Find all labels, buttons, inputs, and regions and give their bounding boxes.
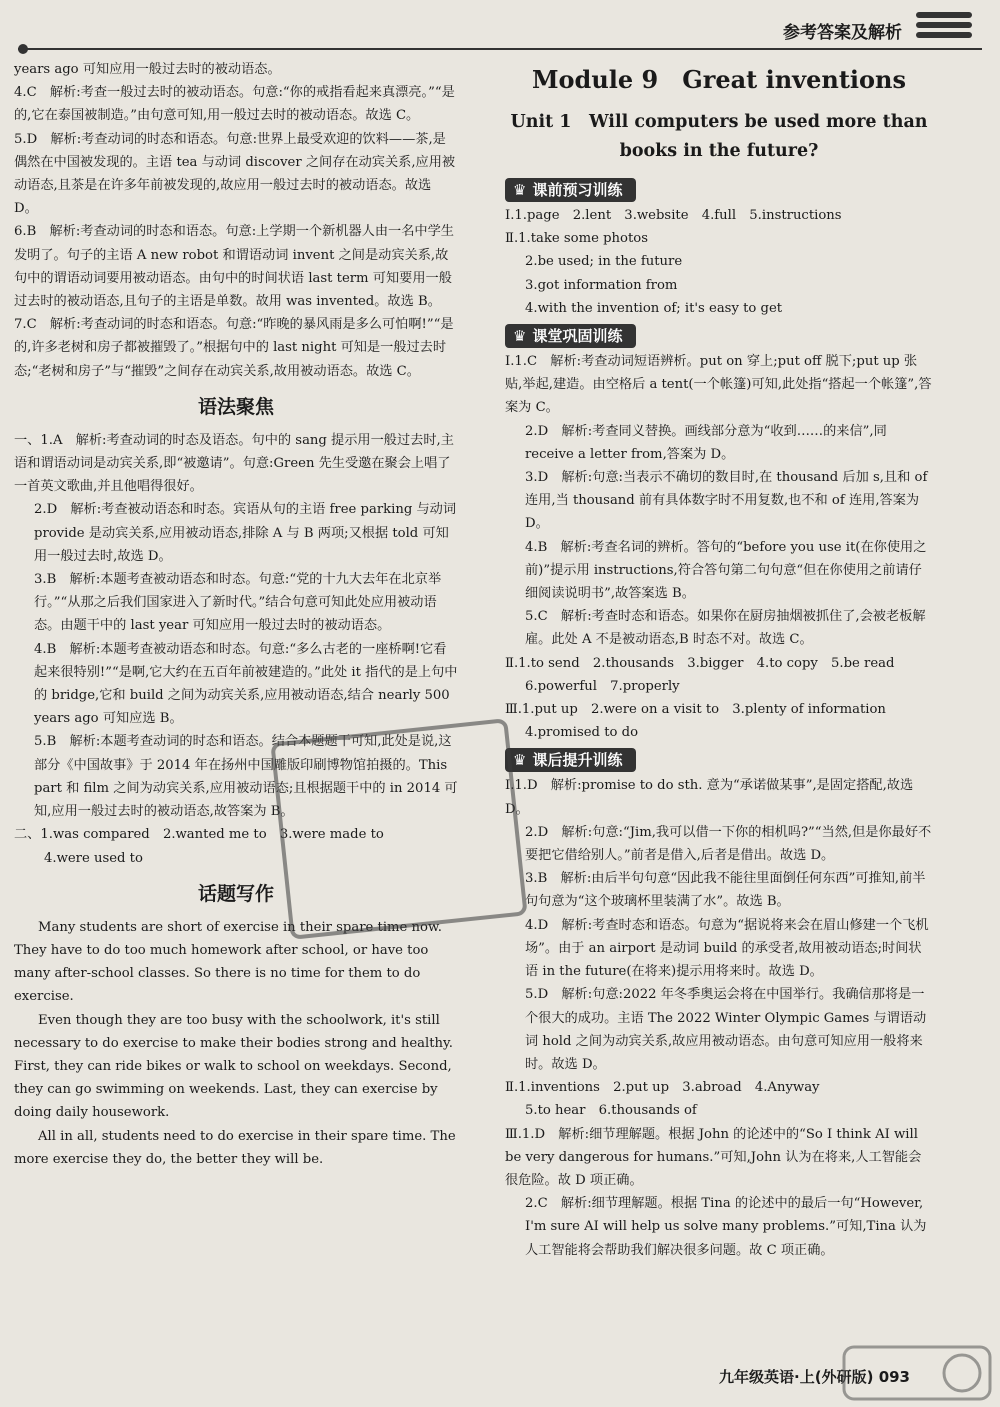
answer-item: 2.D 解析:句意:“Jim,我可以借一下你的相机吗?”“当然,但是你最好不要把它借给别人。”前者是借入,后者是借出。故选 D。	[525, 824, 932, 864]
answer-item: 6.B 解析:考查动词的时态和语态。句意:上学期一个新机器人由一名中学生发明了。句子的主语 A new robot 和谓语动词 invent 之间是动宾关系,故句中的谓语动词要用被动语态。由句中的时间状语 last term 可知要用一般过去时的被动语态,且句子的主语是单数。故用 was invented。故选 B。	[14, 224, 454, 310]
essay-paragraph: All in all, students need to do exercise in their spare time. The more exercise they do, the better they will be.	[14, 1128, 456, 1167]
answer-item: 5.D 解析:句意:2022 年冬季奥运会将在中国举行。我确信那将是一个很大的成功。主语 The 2022 Winter Olympic Games 与谓语动词 hold 之间为动宾关系,故应用被动语态。由句意可知应用一般将来时。故选 D。	[525, 987, 927, 1072]
module-title: Module 9 Great inventions	[531, 65, 907, 94]
section-badge	[505, 324, 636, 348]
answer-item: 一、1.A 解析:考查动词的时态及语态。句中的 sang 提示用一般过去时,主语和谓语动词是动宾关系,即“被邀请”。句意:Green 先生受邀在聚会上唱了一首英文歌曲,并且他唱得很好。	[14, 432, 454, 495]
answer-line: 5.to hear 6.thousands of	[525, 1103, 697, 1119]
writing-heading: 话题写作	[197, 882, 274, 905]
answer-line: Ⅱ.1.inventions 2.put up 3.abroad 4.Anyway	[505, 1080, 820, 1096]
answer-item: 7.C 解析:考查动词的时态和语态。句意:“昨晚的暴风雨是多么可怕啊!”“是的,许多老树和房子都被摧毁了。”根据句中的 last night 可知是一般过去时态;“老树和房子”与“摧毁”之间存在动宾关系,故用被动语态。故选 C。	[14, 317, 454, 379]
section-badge	[505, 178, 636, 202]
answer-item: 5.C 解析:考查时态和语态。如果你在厨房抽烟被抓住了,会被老板解雇。此处 A 不是被动语态,B 时态不对。故选 C。	[525, 609, 926, 648]
site-watermark-icon	[842, 1343, 992, 1403]
grammar-heading: 语法聚焦	[197, 395, 274, 418]
answer-line: Ⅱ.1.take some photos	[505, 231, 648, 247]
stamp-watermark	[270, 718, 527, 940]
unit-title: Unit 1 Will computers be used more than books in the future?	[510, 112, 928, 161]
answer-line: 4.promised to do	[525, 725, 639, 741]
badge-label: 课前预习训练	[532, 181, 623, 199]
answer-item: 3.B 解析:由后半句句意“因此我不能往里面倒任何东西”可推知,前半句句意为“这个玻璃杯里装满了水”。故选 B。	[525, 871, 926, 910]
answer-item: 2.D 解析:考查同义替换。画线部分意为“收到……的来信”,同 receive a letter from,答案为 D。	[525, 423, 887, 462]
answer-line: 6.powerful 7.properly	[525, 678, 680, 694]
answer-item: 3.B 解析:本题考查被动语态和时态。句意:“党的十九大去年在北京举行。”“从那之后我们国家进入了新时代。”结合句意可知此处应用被动语态。由题干中的 last year 可知应用一般过去时的被动语态。	[34, 572, 442, 634]
header-dot	[18, 44, 28, 54]
left-column	[14, 58, 458, 1171]
answer-line: Ⅰ.1.page 2.lent 3.website 4.full 5.instructions	[505, 208, 842, 223]
answer-item: 2.D 解析:考查被动语态和时态。宾语从句的主语 free parking 与动词 provide 是动宾关系,应用被动语态,排除 A 与 B 两项;又根据 told 可知用一般过去时,故选 D。	[34, 502, 457, 564]
answer-item: 5.B 解析:本题考查动词的时态和语态。结合本题题干可知,此处是说,这部分《中国故事》于 2014 年在扬州中国雕版印刷博物馆拍摄的。This part 和 film 之间为动宾关系,应用被动语态;且根据题干中的 in 2014 可知,应用一般过去时的被动语态,故答案为 B。	[34, 734, 458, 820]
answer-item: 4.were used to	[44, 850, 143, 866]
answer-line: Ⅱ.1.to send 2.thousands 3.bigger 4.to copy 5.be read	[505, 655, 895, 671]
answer-item: Ⅰ.1.D 解析:promise to do sth. 意为“承诺做某事”,是固定搭配,故选 D。	[505, 778, 914, 817]
page-number: 093	[878, 1368, 910, 1386]
answer-item: 3.D 解析:句意:当表示不确切的数目时,在 thousand 后加 s,且和 of 连用,当 thousand 前有具体数字时不用复数,也不和 of 连用,答案为 D。	[525, 470, 928, 532]
crown-icon: ♛	[513, 327, 527, 346]
answer-line: 3.got information from	[525, 277, 678, 293]
answer-item: 二、1.was compared 2.wanted me to 3.were made to	[14, 827, 384, 843]
footer-label: 九年级英语·上(外研版)	[719, 1368, 874, 1386]
answer-item: Ⅲ.1.D 解析:细节理解题。根据 John 的论述中的“So I think AI will be very dangerous for humans.”可知,John 认为在将来,人工智能会很危险。故 D 项正确。	[505, 1126, 922, 1188]
answer-line: years ago 可知应用一般过去时的被动语态。	[14, 62, 281, 77]
page-header	[18, 8, 982, 50]
crown-icon: ♛	[513, 181, 527, 199]
crown-icon: ♛	[513, 751, 527, 770]
answer-item: 4.B 解析:考查名词的辨析。答句的“before you use it(在你使用之前)”提示用 instructions,符合答句第二句句意“但在你使用之前请仔细阅读说明书”,故答案选 B。	[525, 539, 927, 602]
section-badge	[505, 748, 636, 772]
answer-item: 4.C 解析:考查一般过去时的被动语态。句意:“你的戒指看起来真漂亮。”“是的,它在泰国被制造。”由句意可知,用一般过去时的被动语态。故选 C。	[14, 85, 455, 124]
header-logo-icon	[916, 12, 972, 46]
answer-item: 4.D 解析:考查时态和语态。句意为“据说将来会在眉山修建一个飞机场”。由于 an airport 是动词 build 的承受者,故用被动语态;时间状语 in the future(在将来)提示用将来时。故选 D。	[525, 917, 929, 980]
answer-item: 4.B 解析:本题考查被动语态和时态。句意:“多么古老的一座桥啊!它看起来很特别!”“是啊,它大约在五百年前被建造的。”此处 it 指代的是上句中的 bridge,它和 build 之间为动宾关系,应用被动语态,结合 nearly 500 years ago 可知应选 B。	[34, 641, 458, 727]
answer-item: 2.C 解析:细节理解题。根据 Tina 的论述中的最后一句“However, I'm sure AI will help us solve many problems.”可知,Tina 认为人工智能将会帮助我们解决很多问题。故 C 项正确。	[525, 1196, 927, 1258]
header-title: 参考答案及解析	[783, 23, 902, 43]
answer-line: Ⅲ.1.put up 2.were on a visit to 3.plenty of information	[505, 702, 886, 718]
badge-label: 课后提升训练	[532, 751, 623, 770]
answer-line: 2.be used; in the future	[525, 254, 683, 270]
essay-paragraph: Even though they are too busy with the schoolwork, it's still necessary to do exercise to make their bodies strong and healthy. First, they can ride bikes or walk to school on weekdays. Second, they can go swimming on weekends. Last, they can exercise by doing daily housework.	[14, 1012, 453, 1121]
essay-paragraph: Many students are short of exercise in their spare time now. They have to do too much homework after school, or have too many after-school classes. So there is no time for them to do exercise.	[14, 919, 442, 1005]
essay	[14, 916, 458, 1171]
answer-item: Ⅰ.1.C 解析:考查动词短语辨析。put on 穿上;put off 脱下;put up 张贴,举起,建造。由空格后 a tent(一个帐篷)可知,此处指“搭起一个帐篷”,答案为 C。	[505, 354, 932, 416]
right-column	[505, 58, 933, 1262]
answer-line: 4.with the invention of; it's easy to get	[525, 300, 783, 316]
answer-item: 5.D 解析:考查动词的时态和语态。句意:世界上最受欢迎的饮料——茶,是偶然在中国被发现的。主语 tea 与动词 discover 之间存在动宾关系,应用被动语态,且茶是在许多年前被发现的,故应用一般过去时的被动语态。故选 D。	[14, 131, 456, 217]
badge-label: 课堂巩固训练	[532, 327, 623, 346]
